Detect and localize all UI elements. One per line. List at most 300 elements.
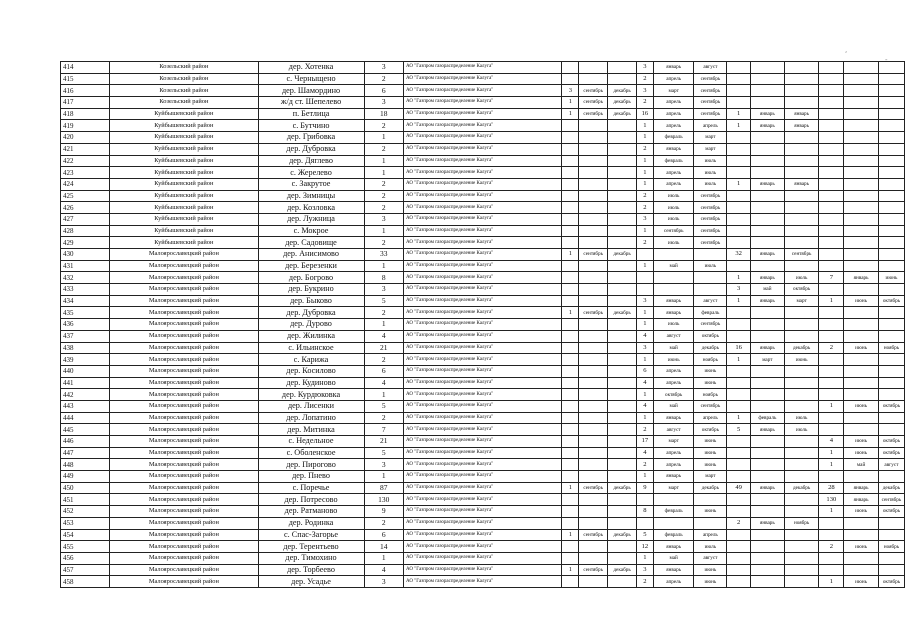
cell-stage3-start [750,330,784,342]
cell-stage1-start [579,237,608,249]
cell-settlement: дер. Дубровка [258,143,364,155]
cell-district: Куйбышевский район [110,167,258,179]
cell-organization: АО "Газпром газораспределение Калуга" [404,73,562,85]
cell-stage1-count [562,471,579,483]
cell-stage2-end: апрель [694,120,727,132]
cell-stage4-count [819,517,844,529]
cell-stage3-start [750,389,784,401]
cell-stage4-count [819,260,844,272]
cell-stage1-count [562,178,579,190]
cell-stage1-start: сентябрь [579,482,608,494]
table-row [61,365,905,377]
cell-stage2-count: 2 [636,202,653,214]
cell-stage4-end [878,237,904,249]
cell-stage3-start: январь [750,482,784,494]
cell-row-number: 429 [61,237,110,249]
cell-stage1-end: декабрь [608,529,637,541]
cell-district: Куйбышевский район [110,237,258,249]
cell-stage3-start [750,564,784,576]
table-row [61,213,905,225]
cell-settlement: с. Спас-Загорье [258,529,364,541]
cell-stage1-count [562,389,579,401]
cell-stage1-start [579,459,608,471]
cell-stage3-start [750,506,784,518]
cell-total-count: 2 [364,73,403,85]
cell-stage2-start: март [653,85,694,97]
table-row [61,190,905,202]
cell-stage4-count [819,167,844,179]
cell-stage1-count [562,424,579,436]
cell-stage4-count [819,307,844,319]
cell-stage1-count [562,447,579,459]
cell-stage2-end [694,494,727,506]
table-row [61,155,905,167]
cell-stage1-start [579,143,608,155]
cell-stage2-start: февраль [653,132,694,144]
cell-stage1-start [579,424,608,436]
cell-stage1-start [579,400,608,412]
cell-total-count: 5 [364,400,403,412]
cell-stage1-count [562,73,579,85]
cell-stage4-start [844,389,879,401]
cell-stage4-start [844,143,879,155]
cell-stage2-count: 8 [636,506,653,518]
cell-stage3-end [784,365,819,377]
cell-stage3-end [784,471,819,483]
table-row [61,237,905,249]
cell-settlement: дер. Дубровка [258,307,364,319]
cell-settlement: с. Ильинское [258,342,364,354]
cell-stage3-start [750,167,784,179]
cell-settlement: дер. Анисимово [258,249,364,261]
cell-stage1-count [562,400,579,412]
cell-stage4-start: январь [844,482,879,494]
cell-stage4-count [819,412,844,424]
table-row [61,459,905,471]
cell-row-number: 420 [61,132,110,144]
cell-organization: АО "Газпром газораспределение Калуга" [404,330,562,342]
table-row [61,202,905,214]
cell-stage2-count: 1 [636,389,653,401]
cell-district: Малоярославецкий район [110,436,258,448]
cell-stage3-start [750,190,784,202]
cell-stage2-end: сентябрь [694,202,727,214]
cell-row-number: 432 [61,272,110,284]
cell-organization: АО "Газпром газораспределение Калуга" [404,120,562,132]
cell-stage2-end: апрель [694,529,727,541]
cell-stage3-count [727,494,751,506]
cell-stage2-end: сентябрь [694,319,727,331]
cell-stage3-end [784,85,819,97]
cell-stage1-end [608,120,637,132]
cell-stage4-count: 1 [819,459,844,471]
cell-stage1-count: 1 [562,97,579,109]
cell-organization: АО "Газпром газораспределение Калуга" [404,482,562,494]
cell-stage4-count [819,85,844,97]
cell-district: Малоярославецкий район [110,517,258,529]
cell-stage1-count [562,342,579,354]
cell-stage2-count: 2 [636,237,653,249]
cell-stage2-count [636,272,653,284]
cell-stage3-start [750,73,784,85]
cell-stage1-count [562,202,579,214]
cell-district: Малоярославецкий район [110,342,258,354]
cell-organization: АО "Газпром газораспределение Калуга" [404,342,562,354]
cell-stage3-count [727,576,751,588]
cell-stage1-end: декабрь [608,482,637,494]
cell-stage2-end: сентябрь [694,190,727,202]
cell-stage1-count [562,295,579,307]
cell-stage1-start [579,202,608,214]
cell-stage4-start [844,319,879,331]
cell-stage4-count [819,424,844,436]
cell-stage1-start: сентябрь [579,529,608,541]
cell-stage4-start [844,190,879,202]
cell-row-number: 414 [61,62,110,74]
cell-stage2-count [636,494,653,506]
cell-stage1-start: сентябрь [579,85,608,97]
cell-stage1-count [562,284,579,296]
cell-stage2-count: 3 [636,342,653,354]
cell-settlement: дер. Жилинка [258,330,364,342]
cell-stage1-count: 1 [562,249,579,261]
cell-stage1-start [579,213,608,225]
cell-row-number: 445 [61,424,110,436]
cell-stage3-count [727,471,751,483]
cell-stage2-end: сентябрь [694,237,727,249]
cell-row-number: 441 [61,377,110,389]
cell-stage2-start: июль [653,213,694,225]
cell-stage3-start [750,447,784,459]
cell-stage1-count [562,354,579,366]
cell-stage1-end [608,167,637,179]
cell-stage4-count [819,225,844,237]
cell-stage1-end: декабрь [608,108,637,120]
cell-stage2-start [653,494,694,506]
cell-stage4-count [819,178,844,190]
cell-stage3-start [750,471,784,483]
cell-stage2-count: 3 [636,62,653,74]
cell-district: Малоярославецкий район [110,249,258,261]
cell-stage2-start: апрель [653,120,694,132]
cell-total-count: 3 [364,284,403,296]
cell-stage4-start: январь [844,272,879,284]
cell-stage2-end [694,272,727,284]
cell-stage1-start [579,330,608,342]
cell-total-count: 2 [364,202,403,214]
table-row [61,307,905,319]
cell-stage1-start [579,62,608,74]
cell-stage4-end [878,202,904,214]
cell-stage1-count [562,541,579,553]
cell-stage3-start [750,400,784,412]
cell-stage1-end [608,471,637,483]
cell-settlement: дер. Шамордино [258,85,364,97]
cell-row-number: 439 [61,354,110,366]
cell-settlement: ж/д ст. Шепелево [258,97,364,109]
cell-organization: АО "Газпром газораспределение Калуга" [404,459,562,471]
cell-organization: АО "Газпром газораспределение Калуга" [404,436,562,448]
cell-stage1-start [579,120,608,132]
cell-stage2-count: 17 [636,436,653,448]
cell-stage1-count [562,576,579,588]
cell-stage3-end [784,213,819,225]
cell-organization: АО "Газпром газораспределение Калуга" [404,143,562,155]
cell-stage2-start: апрель [653,167,694,179]
cell-stage4-end [878,330,904,342]
cell-stage1-start [579,412,608,424]
cell-stage4-start: июнь [844,447,879,459]
cell-stage2-start: июль [653,237,694,249]
cell-stage3-count [727,237,751,249]
cell-stage2-end: апрель [694,412,727,424]
cell-stage4-start [844,564,879,576]
cell-stage1-start: сентябрь [579,564,608,576]
cell-stage2-start: январь [653,412,694,424]
cell-stage3-start [750,541,784,553]
cell-settlement: с. Жерелево [258,167,364,179]
cell-stage3-start: январь [750,249,784,261]
cell-organization: АО "Газпром газораспределение Калуга" [404,365,562,377]
cell-stage1-end: декабрь [608,97,637,109]
cell-settlement: дер. Потресово [258,494,364,506]
cell-stage1-end [608,73,637,85]
cell-district: Малоярославецкий район [110,412,258,424]
cell-stage2-end: сентябрь [694,400,727,412]
cell-stage4-end [878,190,904,202]
cell-settlement: дер. Лопатино [258,412,364,424]
cell-stage3-start [750,132,784,144]
cell-stage1-end [608,447,637,459]
cell-stage1-start [579,576,608,588]
cell-organization: АО "Газпром газораспределение Калуга" [404,354,562,366]
cell-row-number: 435 [61,307,110,319]
cell-stage1-start [579,354,608,366]
cell-district: Малоярославецкий район [110,400,258,412]
cell-stage3-start [750,459,784,471]
cell-stage4-start: июнь [844,295,879,307]
cell-stage3-end [784,190,819,202]
cell-stage1-start [579,178,608,190]
cell-stage3-count [727,225,751,237]
cell-row-number: 452 [61,506,110,518]
cell-stage2-count: 1 [636,552,653,564]
cell-stage4-start [844,365,879,377]
table-row [61,506,905,518]
cell-stage1-end [608,354,637,366]
cell-district: Малоярославецкий район [110,424,258,436]
cell-row-number: 437 [61,330,110,342]
cell-organization: АО "Газпром газораспределение Калуга" [404,412,562,424]
cell-stage4-count [819,237,844,249]
cell-stage2-count: 2 [636,190,653,202]
cell-stage1-count [562,213,579,225]
cell-organization: АО "Газпром газораспределение Калуга" [404,132,562,144]
table-row [61,249,905,261]
cell-organization: АО "Газпром газораспределение Калуга" [404,155,562,167]
cell-row-number: 455 [61,541,110,553]
cell-stage2-start: июль [653,319,694,331]
cell-stage3-count [727,73,751,85]
cell-stage1-count [562,167,579,179]
cell-stage1-end [608,377,637,389]
cell-stage1-end [608,190,637,202]
cell-stage3-count [727,552,751,564]
cell-stage1-count [562,319,579,331]
cell-stage4-count [819,202,844,214]
cell-organization: АО "Газпром газораспределение Калуга" [404,529,562,541]
cell-total-count: 3 [364,62,403,74]
cell-total-count: 1 [364,155,403,167]
cell-stage3-count: 1 [727,272,751,284]
cell-settlement: дер. Пирогово [258,459,364,471]
cell-stage2-end: октябрь [694,424,727,436]
cell-stage4-count [819,471,844,483]
cell-stage4-end: октябрь [878,506,904,518]
cell-stage2-end: сентябрь [694,97,727,109]
table-row [61,447,905,459]
cell-total-count: 6 [364,365,403,377]
cell-stage3-start: май [750,284,784,296]
cell-stage2-count [636,284,653,296]
cell-stage4-count [819,62,844,74]
cell-stage1-count [562,436,579,448]
table-row [61,564,905,576]
cell-stage2-count: 2 [636,576,653,588]
table-row [61,295,905,307]
cell-settlement: дер. Садовище [258,237,364,249]
cell-settlement: дер. Дяглево [258,155,364,167]
cell-stage3-end [784,459,819,471]
cell-row-number: 417 [61,97,110,109]
cell-total-count: 5 [364,447,403,459]
cell-stage1-start [579,225,608,237]
table-row [61,412,905,424]
cell-stage2-end: август [694,295,727,307]
cell-district: Малоярославецкий район [110,541,258,553]
cell-stage1-count: 3 [562,85,579,97]
cell-stage4-end [878,564,904,576]
cell-stage2-end: сентябрь [694,85,727,97]
cell-stage3-start [750,552,784,564]
cell-stage3-start [750,225,784,237]
cell-total-count: 33 [364,249,403,261]
cell-stage1-start [579,506,608,518]
cell-total-count: 18 [364,108,403,120]
cell-stage1-end [608,576,637,588]
cell-stage3-start [750,143,784,155]
cell-stage2-count: 1 [636,412,653,424]
table-row [61,132,905,144]
cell-stage1-end [608,295,637,307]
cell-stage2-count: 2 [636,459,653,471]
cell-stage3-count [727,506,751,518]
cell-stage1-start [579,190,608,202]
cell-stage4-start: июнь [844,576,879,588]
cell-stage2-start: май [653,260,694,272]
cell-stage3-end: октябрь [784,284,819,296]
cell-stage2-start: январь [653,471,694,483]
cell-stage2-count: 2 [636,424,653,436]
cell-district: Малоярославецкий район [110,459,258,471]
cell-stage3-count [727,377,751,389]
cell-stage1-start [579,365,608,377]
cell-stage1-end [608,365,637,377]
cell-stage4-count [819,155,844,167]
cell-stage4-count [819,389,844,401]
cell-total-count: 1 [364,389,403,401]
cell-settlement: с. Поречье [258,482,364,494]
cell-stage3-count [727,202,751,214]
cell-stage4-start [844,307,879,319]
cell-total-count: 14 [364,541,403,553]
cell-stage3-count [727,330,751,342]
cell-stage4-start [844,178,879,190]
cell-total-count: 2 [364,178,403,190]
cell-stage4-start [844,85,879,97]
cell-stage1-count [562,459,579,471]
table-row [61,436,905,448]
cell-stage4-end [878,85,904,97]
cell-stage1-start [579,494,608,506]
cell-stage1-end [608,225,637,237]
cell-district: Малоярославецкий район [110,389,258,401]
cell-stage2-count: 1 [636,319,653,331]
cell-stage3-count [727,97,751,109]
cell-stage2-count: 1 [636,167,653,179]
cell-organization: АО "Газпром газораспределение Калуга" [404,249,562,261]
cell-organization: АО "Газпром газораспределение Калуга" [404,202,562,214]
cell-district: Малоярославецкий район [110,307,258,319]
cell-stage4-start [844,424,879,436]
cell-stage2-start: май [653,342,694,354]
cell-organization: АО "Газпром газораспределение Калуга" [404,190,562,202]
cell-stage4-start [844,330,879,342]
cell-stage1-count [562,62,579,74]
cell-district: Малоярославецкий район [110,529,258,541]
cell-stage4-start [844,120,879,132]
cell-stage4-start: июнь [844,541,879,553]
cell-stage3-end [784,260,819,272]
cell-stage3-count [727,400,751,412]
cell-stage2-end: август [694,62,727,74]
cell-stage4-end [878,155,904,167]
cell-stage4-end: август [878,459,904,471]
cell-stage2-end: июль [694,178,727,190]
cell-stage4-count [819,330,844,342]
table-row [61,576,905,588]
cell-stage4-end [878,412,904,424]
cell-stage3-end: март [784,295,819,307]
cell-organization: АО "Газпром газораспределение Калуга" [404,284,562,296]
cell-stage3-count: 1 [727,412,751,424]
cell-stage3-end [784,529,819,541]
cell-total-count: 9 [364,506,403,518]
cell-district: Малоярославецкий район [110,330,258,342]
cell-settlement: с. Недельное [258,436,364,448]
cell-stage2-start: апрель [653,108,694,120]
cell-row-number: 440 [61,365,110,377]
cell-stage1-start: сентябрь [579,249,608,261]
cell-stage3-start: январь [750,342,784,354]
cell-settlement: с. Закрутое [258,178,364,190]
cell-stage2-start: май [653,400,694,412]
cell-stage3-count: 32 [727,249,751,261]
cell-stage2-count: 12 [636,541,653,553]
cell-total-count: 4 [364,330,403,342]
cell-stage3-end [784,541,819,553]
cell-stage4-count [819,319,844,331]
